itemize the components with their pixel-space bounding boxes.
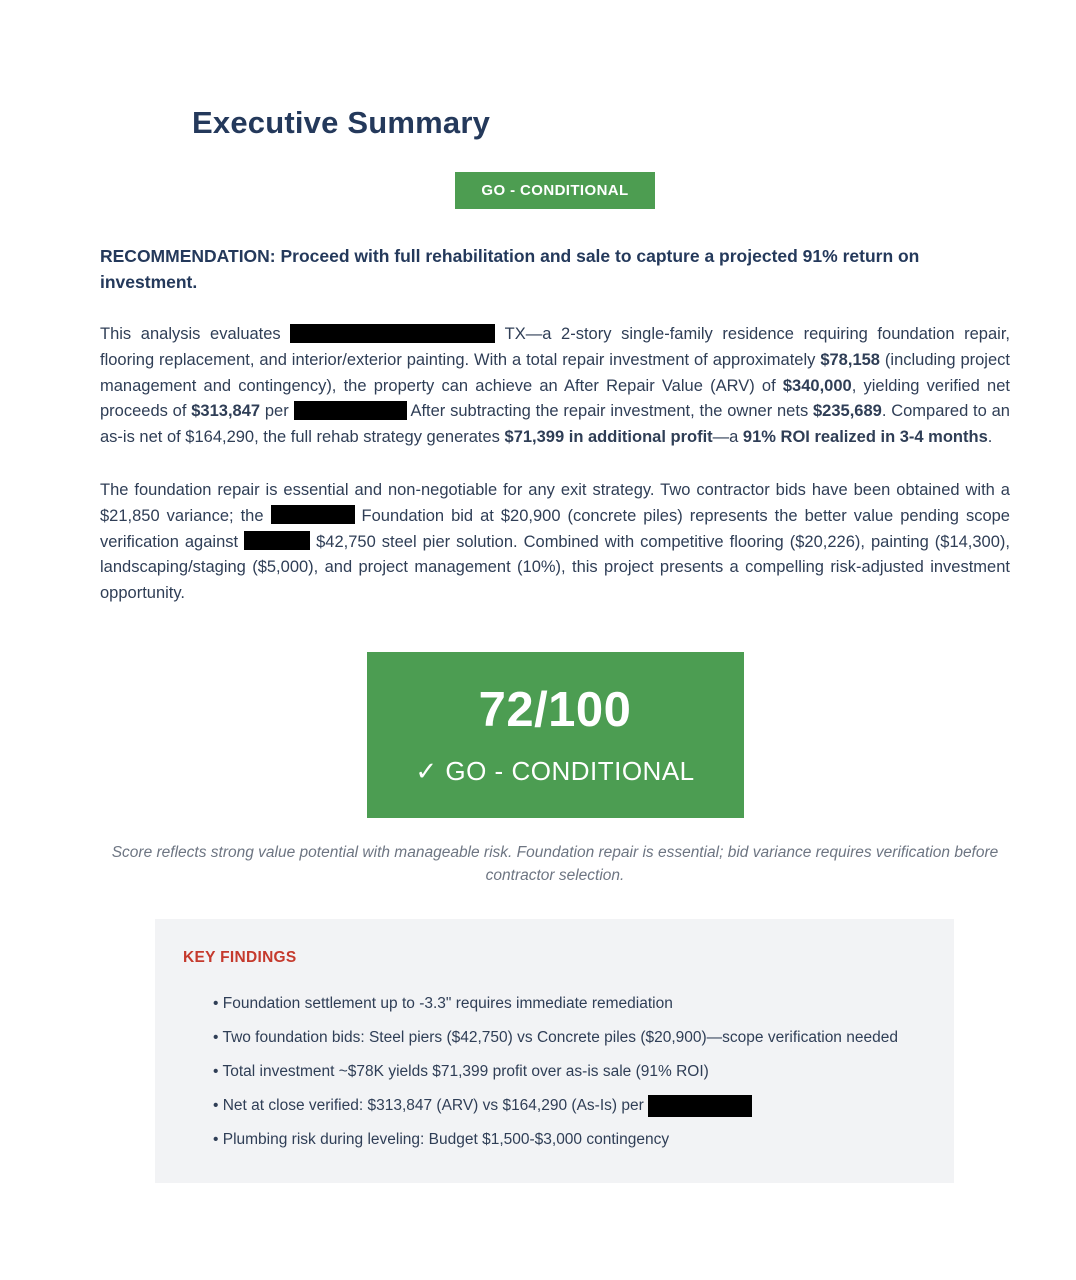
bullet-icon: • bbox=[213, 1028, 223, 1046]
key-findings-panel bbox=[155, 919, 954, 1183]
text: Plumbing risk during leveling: Budget $1,500-$3,000 contingency bbox=[222, 1131, 670, 1149]
text: Total investment ~$78K yields $71,399 profit over as-is sale (91% ROI) bbox=[222, 1062, 709, 1080]
check-icon: ✓ bbox=[415, 756, 438, 787]
text: Net at close verified: $313,847 (ARV) vs $164,290 (As-Is) per bbox=[222, 1097, 649, 1115]
badge-row bbox=[100, 172, 1010, 209]
text: . bbox=[987, 428, 993, 447]
text: The foundation repair is essential and non-negotiable for any exit strategy. Two contractor bids have been obtained with a $21,850 variance; the bbox=[100, 480, 1010, 525]
key-finding-item bbox=[213, 1117, 926, 1151]
text: , yielding verified net proceeds of bbox=[100, 376, 1010, 421]
score-verdict bbox=[415, 756, 694, 787]
content-column bbox=[100, 172, 1010, 1183]
text: TX—a 2-story single-family residence requiring foundation repair, flooring replacement, and interior/exterior painting. With a total repair investment of approximately bbox=[100, 325, 1010, 369]
text: —a bbox=[712, 428, 743, 447]
bold-text: $340,000 bbox=[782, 376, 852, 395]
redaction-bar bbox=[648, 1095, 752, 1117]
analysis-paragraph-2 bbox=[100, 478, 1010, 607]
bullet-icon: • bbox=[213, 1097, 223, 1115]
text: After subtracting the repair investment, the owner nets bbox=[406, 402, 813, 421]
score-verdict-label: GO - CONDITIONAL bbox=[445, 756, 695, 787]
redaction-bar bbox=[271, 505, 355, 524]
key-finding-item bbox=[213, 1083, 926, 1117]
text: (including project management and contingency), the property can achieve an After Repair Value (ARV) of bbox=[100, 350, 1010, 395]
score-box bbox=[367, 652, 744, 818]
redaction-bar bbox=[294, 401, 407, 420]
bold-text: $71,399 in additional profit bbox=[504, 428, 713, 447]
key-finding-item bbox=[213, 1015, 926, 1049]
text: . Compared to an as-is net of $164,290, the full rehab strategy generates bbox=[100, 402, 1010, 447]
bold-text: $313,847 bbox=[191, 402, 261, 421]
text: Two foundation bids: Steel piers ($42,750) vs Concrete piles ($20,900)—scope verification needed bbox=[222, 1028, 898, 1046]
bold-text: $235,689 bbox=[813, 402, 882, 421]
bullet-icon: • bbox=[213, 1062, 223, 1080]
page-title: Executive Summary bbox=[192, 105, 491, 140]
score-caption: Score reflects strong value potential with manageable risk. Foundation repair is essential; bid variance requires verification before contractor selection. bbox=[111, 843, 999, 884]
key-finding-item bbox=[213, 981, 926, 1015]
bullet-icon: • bbox=[213, 994, 223, 1012]
text: Foundation bid at $20,900 (concrete piles) represents the better value pending scope verification against bbox=[100, 506, 1010, 551]
key-findings-title: KEY FINDINGS bbox=[183, 948, 297, 966]
key-findings-list bbox=[183, 981, 926, 1151]
text: This analysis evaluates bbox=[100, 325, 291, 343]
text: $42,750 steel pier solution. Combined with competitive flooring ($20,226), painting ($14,300), landscaping/staging ($5,000), and project management (10%), this project presents a compelling risk-adjusted investment opportunity. bbox=[100, 532, 1010, 603]
score-value: 72/100 bbox=[478, 683, 632, 738]
key-finding-item bbox=[213, 1049, 926, 1083]
status-badge: GO - CONDITIONAL bbox=[455, 172, 654, 209]
recommendation-text: RECOMMENDATION: Proceed with full rehabilitation and sale to capture a projected 91% return on investment. bbox=[100, 246, 920, 292]
analysis-paragraph-1 bbox=[100, 322, 1010, 451]
bullet-icon: • bbox=[213, 1131, 223, 1149]
bold-text: $78,158 bbox=[820, 350, 880, 369]
text: Foundation settlement up to -3.3" requires immediate remediation bbox=[222, 994, 673, 1012]
redaction-bar bbox=[244, 531, 310, 550]
text: per bbox=[260, 402, 294, 421]
bold-text: 91% ROI realized in 3-4 months bbox=[742, 428, 988, 447]
redaction-bar bbox=[290, 324, 495, 343]
